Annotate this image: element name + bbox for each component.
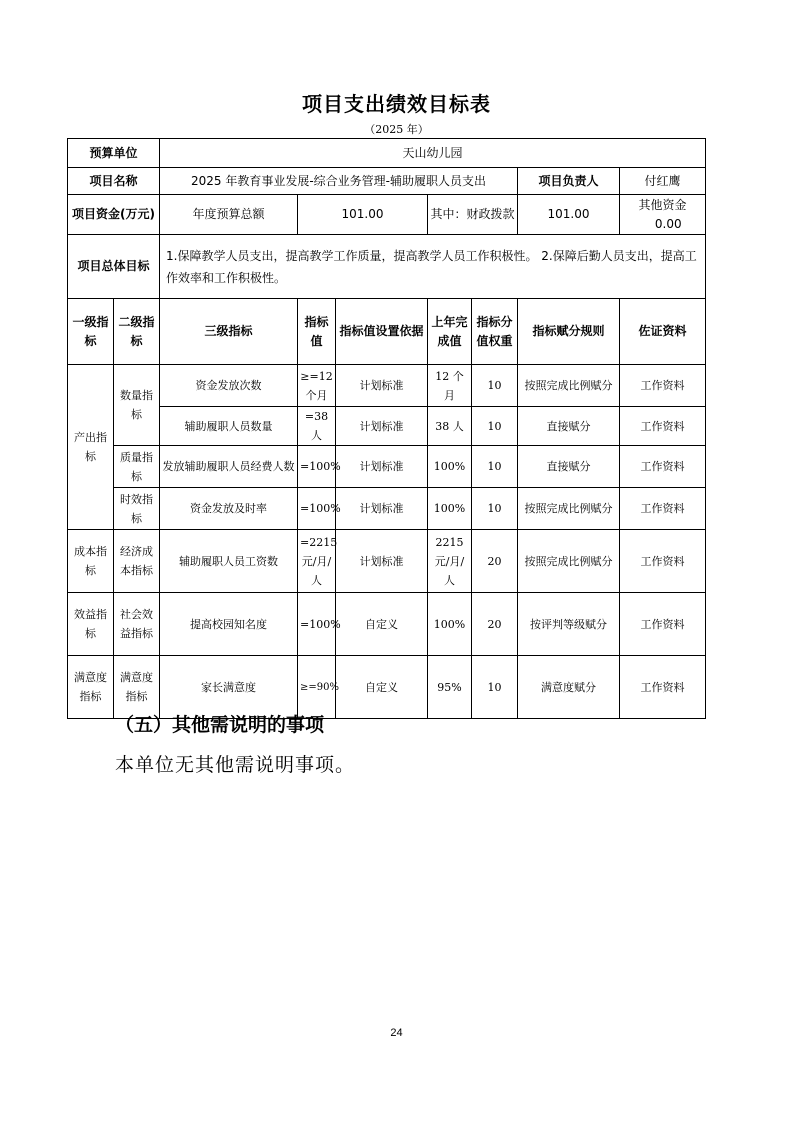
subgroup-economic: 经济成本指标 (114, 530, 160, 593)
table-row (68, 530, 706, 593)
weight-cell: 10 (472, 488, 518, 530)
header-cell: 一级指标 (68, 299, 114, 365)
l3-cell: 发放辅助履职人员经费人数 (160, 446, 298, 488)
l3-cell: 提高校园知名度 (160, 593, 298, 656)
evidence-cell: 工作资料 (620, 488, 706, 530)
other-funds-value: 0.00 (654, 216, 682, 231)
annual-budget-label: 年度预算总额 (160, 195, 298, 235)
last-cell: 100% (428, 446, 472, 488)
rule-cell: 按评判等级赋分 (518, 593, 620, 656)
project-name-label: 项目名称 (68, 168, 160, 195)
table-row (68, 407, 706, 446)
rule-cell: 按照完成比例赋分 (518, 488, 620, 530)
subgroup-timeliness: 时效指标 (114, 488, 160, 530)
evidence-cell: 工作资料 (620, 365, 706, 407)
value-cell: =100% (298, 446, 336, 488)
rule-cell: 直接赋分 (518, 407, 620, 446)
header-cell: 指标赋分规则 (518, 299, 620, 365)
value-cell: =100% (298, 593, 336, 656)
other-funds-label: 其他资金 (638, 197, 687, 212)
header-cell: 上年完成值 (428, 299, 472, 365)
unit-value: 天山幼儿园 (160, 139, 706, 168)
page-number: 24 (390, 1027, 403, 1039)
rule-cell: 按照完成比例赋分 (518, 530, 620, 593)
header-cell: 二级指标 (114, 299, 160, 365)
rule-cell: 直接赋分 (518, 446, 620, 488)
unit-label: 预算单位 (68, 139, 160, 168)
weight-cell: 10 (472, 656, 518, 719)
evidence-cell: 工作资料 (620, 593, 706, 656)
evidence-cell: 工作资料 (620, 407, 706, 446)
last-cell: 38 人 (428, 407, 472, 446)
value-cell: =2215元/月/人 (298, 530, 336, 593)
weight-cell: 10 (472, 446, 518, 488)
last-cell: 12 个月 (428, 365, 472, 407)
project-name-value: 2025 年教育事业发展-综合业务管理-辅助履职人员支出 (160, 168, 518, 195)
last-cell: 100% (428, 593, 472, 656)
section-body: 本单位无其他需说明事项。 (115, 754, 356, 776)
weight-cell: 20 (472, 593, 518, 656)
group-output: 产出指标 (68, 365, 114, 530)
value-cell: =100% (298, 488, 336, 530)
last-cell: 2215元/月/人 (428, 530, 472, 593)
header-cell: 指标分值权重 (472, 299, 518, 365)
header-cell: 三级指标 (160, 299, 298, 365)
goal-label: 项目总体目标 (68, 235, 160, 299)
rule-cell: 按照完成比例赋分 (518, 365, 620, 407)
l3-cell: 资金发放次数 (160, 365, 298, 407)
subgroup-satisfaction: 满意度指标 (114, 656, 160, 719)
evidence-cell: 工作资料 (620, 656, 706, 719)
weight-cell: 10 (472, 365, 518, 407)
basis-cell: 自定义 (336, 593, 428, 656)
l3-cell: 辅助履职人员工资数 (160, 530, 298, 593)
table-row (68, 446, 706, 488)
finance-label: 其中：财政拨款 (428, 195, 518, 235)
basis-cell: 计划标准 (336, 446, 428, 488)
value-cell: ≥=12个月 (298, 365, 336, 407)
header-cell: 佐证资料 (620, 299, 706, 365)
evidence-cell: 工作资料 (620, 446, 706, 488)
last-cell: 95% (428, 656, 472, 719)
subgroup-social: 社会效益指标 (114, 593, 160, 656)
l3-cell: 家长满意度 (160, 656, 298, 719)
header-cell: 指标值 (298, 299, 336, 365)
goal-value: 1.保障教学人员支出，提高教学工作质量，提高教学人员工作积极性。 2.保障后勤人员支出，提高工作效率和工作积极性。 (160, 235, 706, 299)
l3-cell: 辅助履职人员数量 (160, 407, 298, 446)
value-cell: =38 人 (298, 407, 336, 446)
leader-value: 付红鹰 (620, 168, 706, 195)
weight-cell: 20 (472, 530, 518, 593)
leader-label: 项目负责人 (518, 168, 620, 195)
group-benefit: 效益指标 (68, 593, 114, 656)
rule-cell: 满意度赋分 (518, 656, 620, 719)
funds-label: 项目资金(万元) (68, 195, 160, 235)
table-row (68, 365, 706, 407)
value-cell: ≥=90% (298, 656, 336, 719)
basis-cell: 计划标准 (336, 407, 428, 446)
header-cell: 指标值设置依据 (336, 299, 428, 365)
finance-value: 101.00 (518, 195, 620, 235)
weight-cell: 10 (472, 407, 518, 446)
table-row (68, 593, 706, 656)
other-funds-value-cell (620, 195, 706, 235)
evidence-cell: 工作资料 (620, 530, 706, 593)
subgroup-quality: 质量指标 (114, 446, 160, 488)
section-heading: （五）其他需说明的事项 (115, 714, 325, 736)
year-label: （2025 年） (364, 123, 429, 136)
basis-cell: 自定义 (336, 656, 428, 719)
basis-cell: 计划标准 (336, 530, 428, 593)
group-satisfaction: 满意度指标 (68, 656, 114, 719)
performance-table (67, 138, 706, 719)
subgroup-quantity: 数量指标 (114, 365, 160, 446)
annual-budget-value: 101.00 (298, 195, 428, 235)
page-title: 项目支出绩效目标表 (302, 92, 491, 116)
table-row (68, 488, 706, 530)
group-cost: 成本指标 (68, 530, 114, 593)
basis-cell: 计划标准 (336, 365, 428, 407)
l3-cell: 资金发放及时率 (160, 488, 298, 530)
basis-cell: 计划标准 (336, 488, 428, 530)
last-cell: 100% (428, 488, 472, 530)
